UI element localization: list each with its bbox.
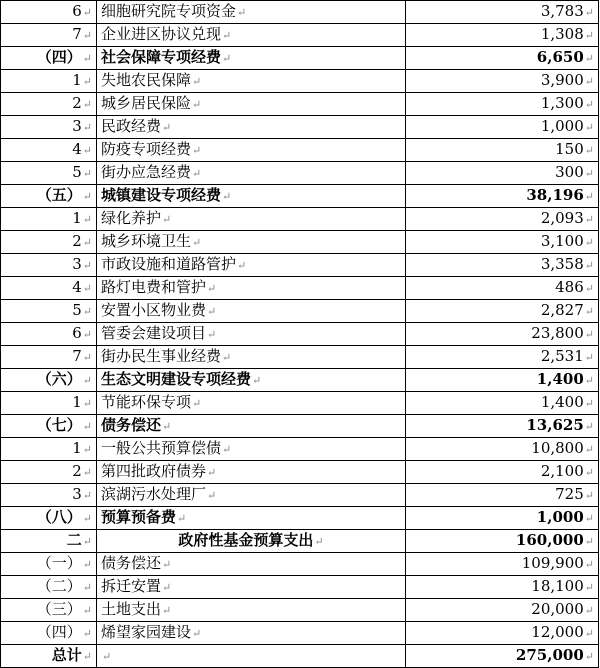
paragraph-mark-icon: ↵ [584, 236, 594, 249]
item-name [97, 93, 406, 116]
row-index [1, 553, 97, 576]
item-amount-text: 10,800 [531, 439, 584, 457]
item-name [97, 599, 406, 622]
paragraph-mark-icon: ↵ [237, 6, 247, 19]
item-name [97, 438, 406, 461]
paragraph-mark-icon: ↵ [207, 489, 217, 502]
paragraph-mark-icon: ↵ [222, 190, 232, 203]
table-row [1, 576, 599, 599]
row-index [1, 599, 97, 622]
item-amount [406, 208, 599, 231]
item-amount-text: 1,400 [536, 370, 584, 388]
paragraph-mark-icon: ↵ [584, 558, 594, 571]
item-amount [406, 162, 599, 185]
item-amount [406, 392, 599, 415]
row-index [1, 116, 97, 139]
item-amount-text: 1,400 [540, 393, 584, 411]
paragraph-mark-icon: ↵ [82, 121, 92, 134]
paragraph-mark-icon: ↵ [584, 29, 594, 42]
row-index-text: 4 [72, 278, 82, 296]
paragraph-mark-icon: ↵ [584, 604, 594, 617]
table-row [1, 553, 599, 576]
item-amount [406, 24, 599, 47]
row-index [1, 1, 97, 24]
table-row [1, 116, 599, 139]
category-row [1, 530, 599, 553]
row-index [1, 93, 97, 116]
table-row [1, 93, 599, 116]
row-index-text: 1 [72, 71, 82, 89]
paragraph-mark-icon: ↵ [584, 374, 594, 387]
table-row [1, 208, 599, 231]
paragraph-mark-icon: ↵ [177, 512, 187, 525]
paragraph-mark-icon: ↵ [222, 52, 232, 65]
item-amount [406, 93, 599, 116]
row-index [1, 369, 97, 392]
row-index [1, 208, 97, 231]
paragraph-mark-icon: ↵ [584, 121, 594, 134]
paragraph-mark-icon: ↵ [584, 282, 594, 295]
item-amount [406, 70, 599, 93]
row-index-text: 3 [72, 255, 82, 273]
item-amount-text: 1,308 [540, 25, 584, 43]
paragraph-mark-icon: ↵ [584, 512, 594, 525]
item-amount [406, 415, 599, 438]
paragraph-mark-icon: ↵ [584, 144, 594, 157]
table-row [1, 484, 599, 507]
paragraph-mark-icon: ↵ [252, 374, 262, 387]
paragraph-mark-icon: ↵ [207, 328, 217, 341]
item-name-text: 街办民生事业经费 [101, 347, 222, 365]
paragraph-mark-icon: ↵ [102, 650, 112, 663]
row-index-text: （四） [36, 623, 82, 641]
row-index [1, 392, 97, 415]
paragraph-mark-icon: ↵ [584, 98, 594, 111]
table-row [1, 392, 599, 415]
row-index-text: （五） [36, 186, 82, 204]
item-amount [406, 277, 599, 300]
item-name-text: 市政设施和道路管护 [101, 255, 237, 273]
row-index-text: 5 [72, 301, 82, 319]
table-row [1, 599, 599, 622]
table-row [1, 300, 599, 323]
row-index [1, 70, 97, 93]
paragraph-mark-icon: ↵ [584, 52, 594, 65]
paragraph-mark-icon: ↵ [584, 535, 594, 548]
paragraph-mark-icon: ↵ [222, 443, 232, 456]
item-amount [406, 139, 599, 162]
paragraph-mark-icon: ↵ [82, 397, 92, 410]
item-name-text: 防疫专项经费 [101, 140, 192, 158]
item-amount [406, 461, 599, 484]
item-name-text: 预算预备费 [101, 508, 177, 526]
paragraph-mark-icon: ↵ [82, 144, 92, 157]
item-name [97, 70, 406, 93]
item-amount-text: 109,900 [521, 554, 584, 572]
paragraph-mark-icon: ↵ [222, 351, 232, 364]
row-index [1, 530, 97, 553]
item-name [97, 1, 406, 24]
row-index [1, 645, 97, 668]
row-index [1, 323, 97, 346]
row-index [1, 484, 97, 507]
item-name [97, 507, 406, 530]
row-index [1, 254, 97, 277]
item-name [97, 208, 406, 231]
row-index-text: （四） [36, 48, 82, 66]
row-index-text: 6 [72, 324, 82, 342]
item-amount-text: 2,093 [540, 209, 584, 227]
paragraph-mark-icon: ↵ [584, 443, 594, 456]
item-amount-text: 12,000 [531, 623, 584, 641]
item-amount-text: 3,100 [540, 232, 584, 250]
item-amount [406, 599, 599, 622]
item-name-text: 债务偿还 [101, 416, 162, 434]
item-name [97, 116, 406, 139]
category-row [1, 369, 599, 392]
paragraph-mark-icon: ↵ [82, 75, 92, 88]
item-amount [406, 47, 599, 70]
paragraph-mark-icon: ↵ [82, 443, 92, 456]
paragraph-mark-icon: ↵ [82, 213, 92, 226]
item-amount-text: 2,531 [540, 347, 584, 365]
item-amount-text: 2,827 [540, 301, 584, 319]
item-name [97, 47, 406, 70]
paragraph-mark-icon: ↵ [584, 581, 594, 594]
table-row [1, 438, 599, 461]
item-name [97, 185, 406, 208]
item-amount-text: 3,900 [540, 71, 584, 89]
item-name [97, 645, 406, 668]
item-amount [406, 346, 599, 369]
paragraph-mark-icon: ↵ [584, 328, 594, 341]
item-amount-text: 3,358 [540, 255, 584, 273]
paragraph-mark-icon: ↵ [82, 98, 92, 111]
item-name [97, 300, 406, 323]
row-index [1, 438, 97, 461]
row-index-text: 6 [72, 2, 82, 20]
item-amount [406, 116, 599, 139]
item-name-text: 生态文明建设专项经费 [101, 370, 252, 388]
row-index [1, 346, 97, 369]
paragraph-mark-icon: ↵ [82, 29, 92, 42]
item-name [97, 323, 406, 346]
paragraph-mark-icon: ↵ [207, 282, 217, 295]
paragraph-mark-icon: ↵ [82, 374, 92, 387]
item-name [97, 162, 406, 185]
table-row [1, 162, 599, 185]
item-name [97, 622, 406, 645]
item-amount [406, 185, 599, 208]
row-index [1, 415, 97, 438]
paragraph-mark-icon: ↵ [82, 259, 92, 272]
item-amount-text: 6,650 [536, 48, 584, 66]
item-name-text: 细胞研究院专项资金 [101, 2, 237, 20]
paragraph-mark-icon: ↵ [82, 282, 92, 295]
item-amount [406, 507, 599, 530]
category-row [1, 185, 599, 208]
paragraph-mark-icon: ↵ [162, 581, 172, 594]
item-name-text: 一般公共预算偿债 [101, 439, 222, 457]
row-index [1, 576, 97, 599]
item-amount [406, 323, 599, 346]
row-index-text: 4 [72, 140, 82, 158]
category-row [1, 507, 599, 530]
item-name [97, 484, 406, 507]
paragraph-mark-icon: ↵ [82, 558, 92, 571]
row-index-text: 总计 [51, 646, 82, 664]
paragraph-mark-icon: ↵ [192, 167, 202, 180]
paragraph-mark-icon: ↵ [584, 190, 594, 203]
row-index [1, 139, 97, 162]
item-amount [406, 530, 599, 553]
paragraph-mark-icon: ↵ [192, 627, 202, 640]
paragraph-mark-icon: ↵ [222, 29, 232, 42]
paragraph-mark-icon: ↵ [82, 236, 92, 249]
paragraph-mark-icon: ↵ [314, 535, 324, 548]
paragraph-mark-icon: ↵ [82, 167, 92, 180]
item-name-text: 城镇建设专项经费 [101, 186, 222, 204]
paragraph-mark-icon: ↵ [584, 489, 594, 502]
row-index-text: （三） [36, 600, 82, 618]
item-amount-text: 20,000 [531, 600, 584, 618]
paragraph-mark-icon: ↵ [162, 121, 172, 134]
item-amount-text: 486 [555, 278, 584, 296]
item-name-text: 安置小区物业费 [101, 301, 207, 319]
item-name-text: 城乡环境卫生 [101, 232, 192, 250]
item-amount-text: 275,000 [515, 646, 584, 664]
table-row [1, 346, 599, 369]
row-index-text: 2 [72, 232, 82, 250]
paragraph-mark-icon: ↵ [162, 420, 172, 433]
table-row [1, 254, 599, 277]
paragraph-mark-icon: ↵ [192, 144, 202, 157]
row-index [1, 231, 97, 254]
item-amount-text: 3,783 [540, 2, 584, 20]
row-index-text: 7 [72, 25, 82, 43]
paragraph-mark-icon: ↵ [162, 604, 172, 617]
item-amount-text: 1,000 [540, 117, 584, 135]
table-row [1, 24, 599, 47]
item-amount-text: 725 [555, 485, 584, 503]
item-name-text: 政府性基金预算支出 [178, 531, 314, 549]
item-name-text: 绿化养护 [101, 209, 162, 227]
row-index-text: （一） [36, 554, 82, 572]
item-name-text: 民政经费 [101, 117, 162, 135]
paragraph-mark-icon: ↵ [82, 328, 92, 341]
item-amount-text: 1,000 [536, 508, 584, 526]
paragraph-mark-icon: ↵ [192, 75, 202, 88]
row-index-text: 二 [66, 531, 82, 549]
item-name-text: 城乡居民保险 [101, 94, 192, 112]
table-row [1, 1, 599, 24]
paragraph-mark-icon: ↵ [82, 420, 92, 433]
item-amount [406, 231, 599, 254]
item-amount-text: 2,100 [540, 462, 584, 480]
paragraph-mark-icon: ↵ [82, 466, 92, 479]
item-amount-text: 1,300 [540, 94, 584, 112]
item-name [97, 139, 406, 162]
item-name-text: 管委会建设项目 [101, 324, 207, 342]
paragraph-mark-icon: ↵ [584, 397, 594, 410]
row-index [1, 507, 97, 530]
item-amount [406, 553, 599, 576]
paragraph-mark-icon: ↵ [584, 420, 594, 433]
paragraph-mark-icon: ↵ [584, 167, 594, 180]
paragraph-mark-icon: ↵ [207, 466, 217, 479]
item-amount-text: 23,800 [531, 324, 584, 342]
paragraph-mark-icon: ↵ [237, 259, 247, 272]
item-amount-text: 38,196 [526, 186, 584, 204]
row-index [1, 47, 97, 70]
row-index-text: 3 [72, 117, 82, 135]
item-name-text: 土地支出 [101, 600, 162, 618]
paragraph-mark-icon: ↵ [82, 190, 92, 203]
item-name [97, 277, 406, 300]
paragraph-mark-icon: ↵ [192, 98, 202, 111]
item-amount [406, 645, 599, 668]
row-index [1, 185, 97, 208]
item-amount [406, 1, 599, 24]
item-amount [406, 484, 599, 507]
row-index-text: （二） [36, 577, 82, 595]
row-index-text: （六） [36, 370, 82, 388]
item-name-text: 节能环保专项 [101, 393, 192, 411]
row-index [1, 461, 97, 484]
item-name-text: 烯望家园建设 [101, 623, 192, 641]
item-name-text: 失地农民保障 [101, 71, 192, 89]
item-amount-text: 13,625 [526, 416, 584, 434]
table-row [1, 622, 599, 645]
row-index-text: 1 [72, 209, 82, 227]
table-row [1, 461, 599, 484]
paragraph-mark-icon: ↵ [82, 627, 92, 640]
item-amount [406, 369, 599, 392]
category-row [1, 415, 599, 438]
paragraph-mark-icon: ↵ [192, 397, 202, 410]
table-row [1, 277, 599, 300]
item-name-text: 第四批政府债券 [101, 462, 207, 480]
row-index-text: 7 [72, 347, 82, 365]
row-index-text: （七） [36, 416, 82, 434]
row-index-text: 2 [72, 462, 82, 480]
item-name-text: 路灯电费和管护 [101, 278, 207, 296]
item-name [97, 415, 406, 438]
paragraph-mark-icon: ↵ [82, 604, 92, 617]
paragraph-mark-icon: ↵ [584, 466, 594, 479]
item-name [97, 231, 406, 254]
paragraph-mark-icon: ↵ [162, 558, 172, 571]
paragraph-mark-icon: ↵ [584, 75, 594, 88]
item-name-text: 社会保障专项经费 [101, 48, 222, 66]
row-index [1, 162, 97, 185]
total-row [1, 645, 599, 668]
row-index-text: 2 [72, 94, 82, 112]
item-name-text: 拆迁安置 [101, 577, 162, 595]
item-amount [406, 576, 599, 599]
paragraph-mark-icon: ↵ [162, 213, 172, 226]
item-name [97, 369, 406, 392]
item-name [97, 530, 406, 553]
paragraph-mark-icon: ↵ [207, 305, 217, 318]
paragraph-mark-icon: ↵ [584, 650, 594, 663]
category-row [1, 47, 599, 70]
paragraph-mark-icon: ↵ [584, 259, 594, 272]
row-index-text: 5 [72, 163, 82, 181]
paragraph-mark-icon: ↵ [584, 6, 594, 19]
item-name [97, 461, 406, 484]
paragraph-mark-icon: ↵ [192, 236, 202, 249]
item-name-text: 债务偿还 [101, 554, 162, 572]
item-name [97, 24, 406, 47]
row-index-text: 3 [72, 485, 82, 503]
item-amount [406, 300, 599, 323]
item-name-text: 街办应急经费 [101, 163, 192, 181]
item-amount-text: 150 [555, 140, 584, 158]
table-row [1, 231, 599, 254]
row-index-text: 1 [72, 393, 82, 411]
row-index [1, 300, 97, 323]
paragraph-mark-icon: ↵ [82, 305, 92, 318]
item-amount [406, 438, 599, 461]
paragraph-mark-icon: ↵ [82, 581, 92, 594]
paragraph-mark-icon: ↵ [584, 351, 594, 364]
paragraph-mark-icon: ↵ [82, 52, 92, 65]
item-amount [406, 254, 599, 277]
paragraph-mark-icon: ↵ [584, 627, 594, 640]
paragraph-mark-icon: ↵ [82, 489, 92, 502]
item-amount-text: 18,100 [531, 577, 584, 595]
paragraph-mark-icon: ↵ [82, 351, 92, 364]
item-name [97, 346, 406, 369]
paragraph-mark-icon: ↵ [82, 6, 92, 19]
table-row [1, 323, 599, 346]
paragraph-mark-icon: ↵ [82, 650, 92, 663]
budget-table-body [1, 1, 599, 668]
item-name [97, 576, 406, 599]
row-index-text: 1 [72, 439, 82, 457]
item-name [97, 254, 406, 277]
item-name-text: 滨湖污水处理厂 [101, 485, 207, 503]
row-index-text: （八） [36, 508, 82, 526]
item-amount [406, 622, 599, 645]
item-name-text: 企业进区协议兑现 [101, 25, 222, 43]
paragraph-mark-icon: ↵ [82, 535, 92, 548]
item-name [97, 392, 406, 415]
table-row [1, 139, 599, 162]
item-amount-text: 300 [555, 163, 584, 181]
paragraph-mark-icon: ↵ [584, 305, 594, 318]
row-index [1, 24, 97, 47]
paragraph-mark-icon: ↵ [584, 213, 594, 226]
item-amount-text: 160,000 [515, 531, 584, 549]
table-row [1, 70, 599, 93]
row-index [1, 622, 97, 645]
row-index [1, 277, 97, 300]
item-name [97, 553, 406, 576]
paragraph-mark-icon: ↵ [82, 512, 92, 525]
